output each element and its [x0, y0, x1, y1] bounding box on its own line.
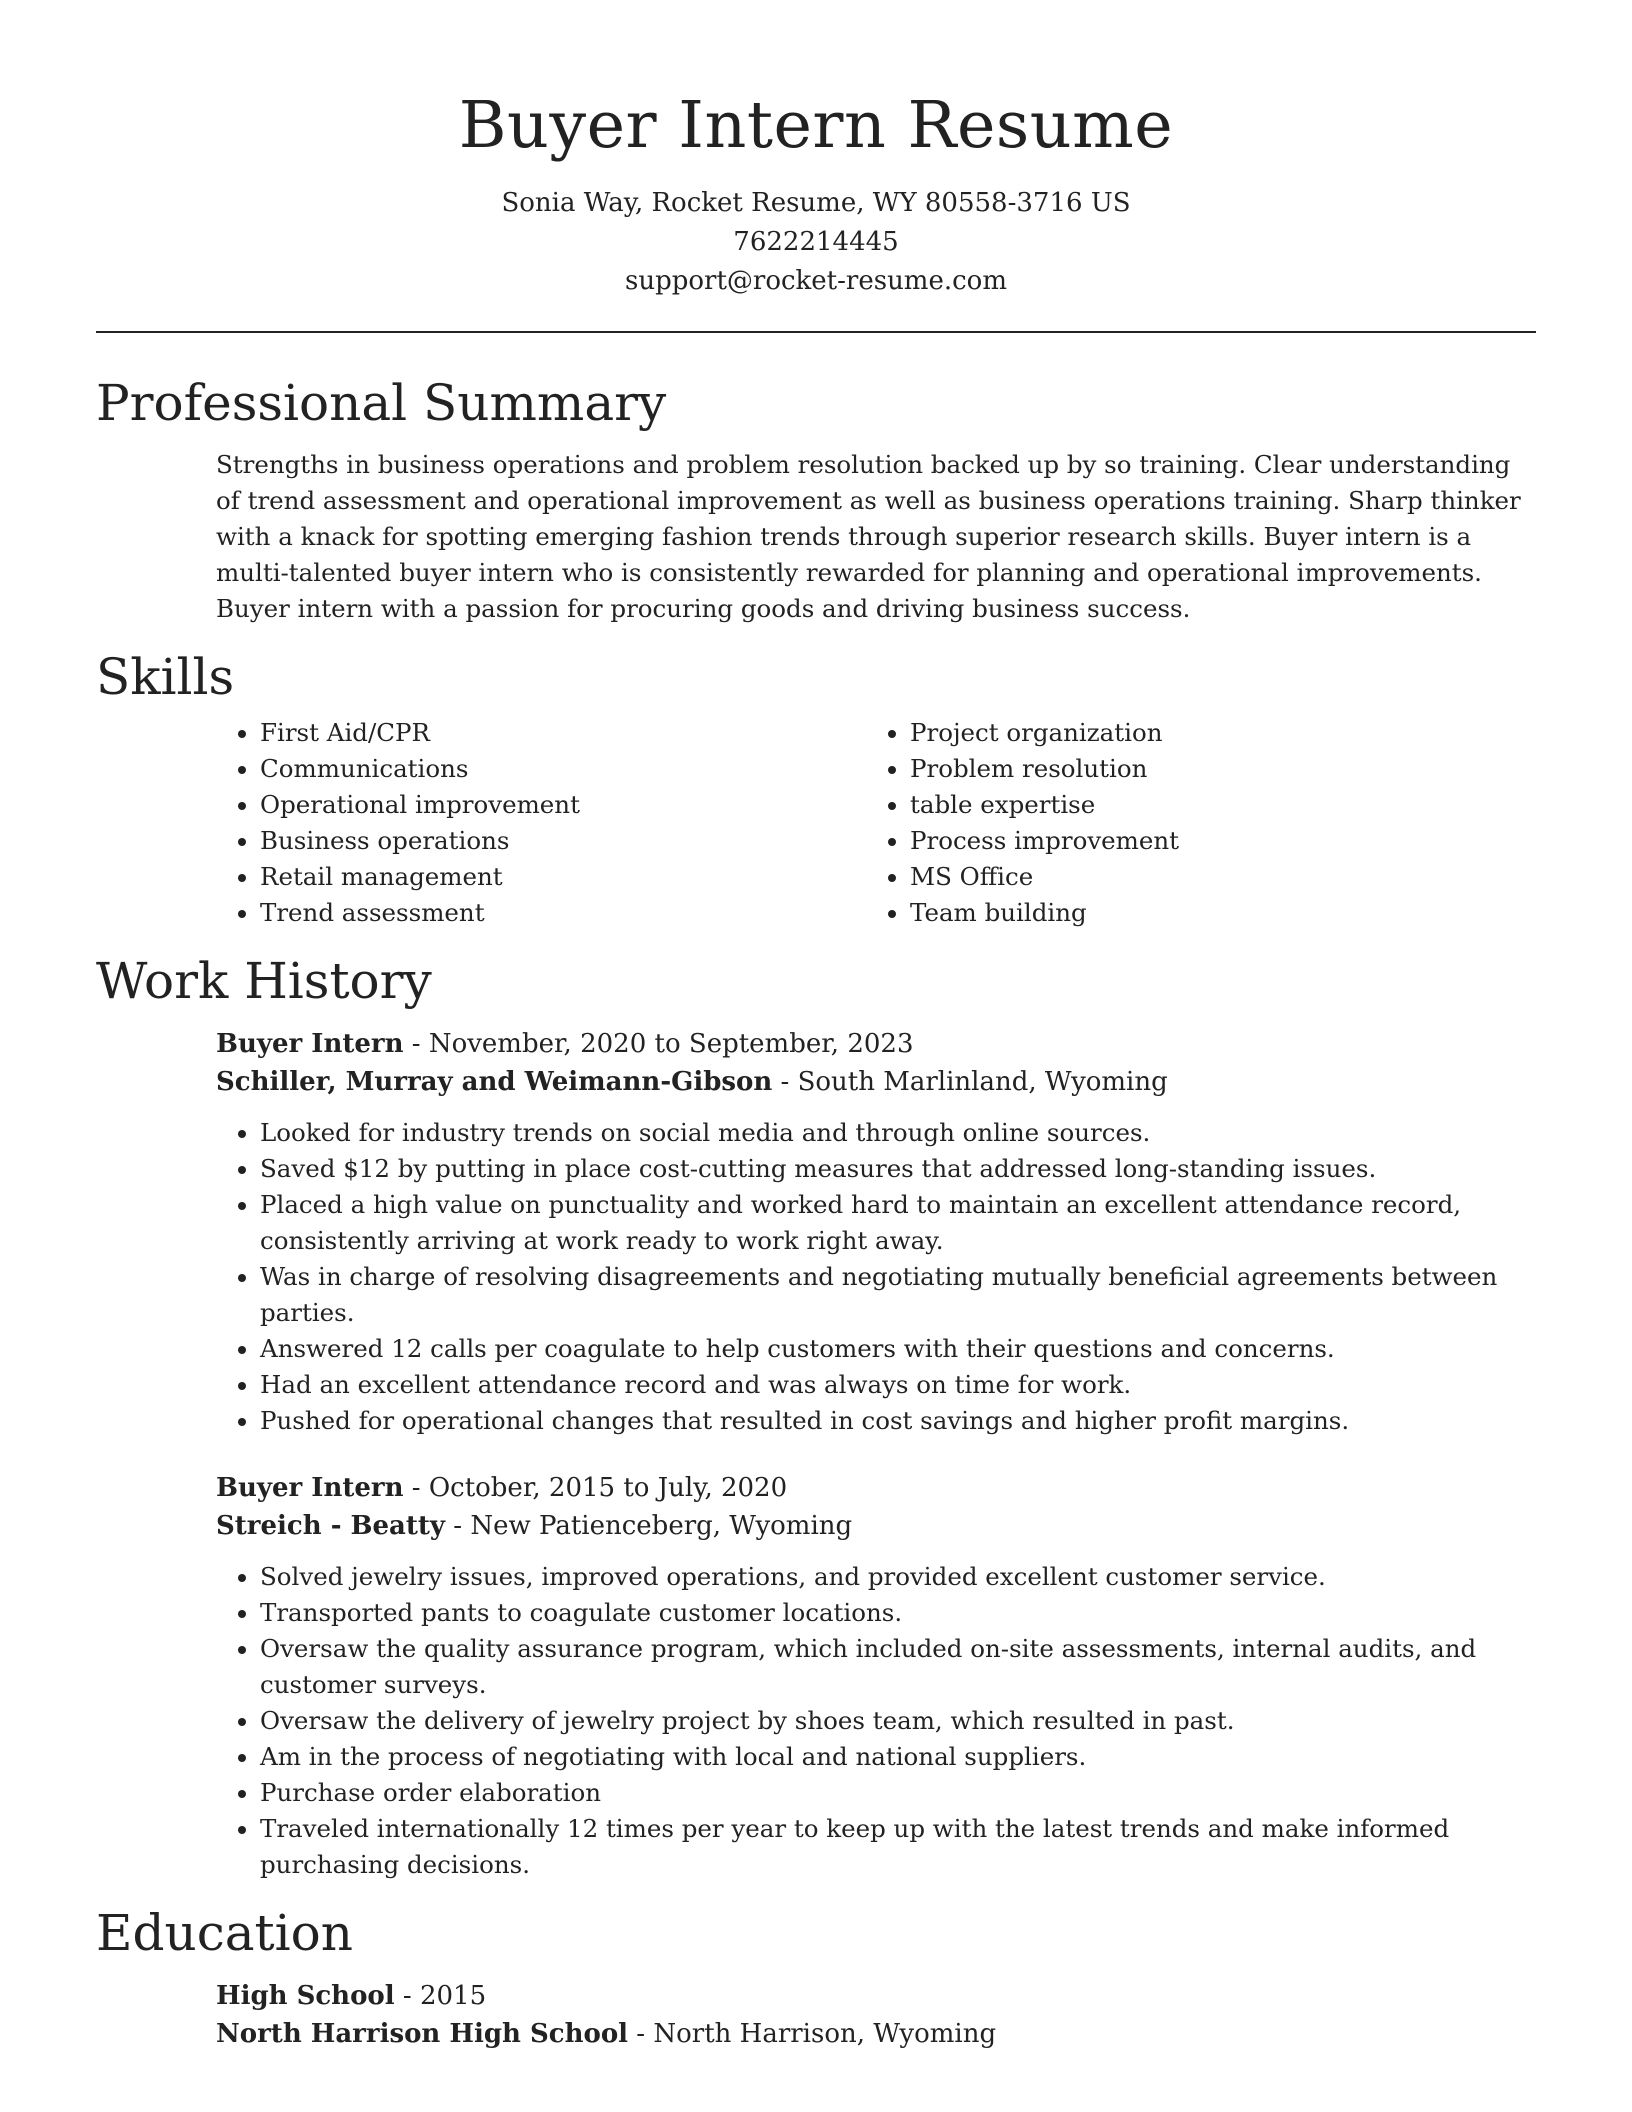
job-entry [216, 1469, 1536, 1883]
skill-item: • Trend assessment [260, 895, 866, 931]
skills-column-2 [866, 715, 1516, 931]
job-location: - New Patienceberg, Wyoming [445, 1511, 853, 1541]
job-title: Buyer Intern [216, 1473, 404, 1503]
resume-header [96, 0, 1536, 301]
job-company: Streich - Beatty [216, 1511, 446, 1541]
job-bullet: • Was in charge of resolving disagreements and negotiating mutually beneficial agreements between parties. [260, 1259, 1536, 1331]
job-bullets [216, 1559, 1536, 1883]
education-entry [216, 1977, 1536, 2053]
job-bullet: • Solved jewelry issues, improved operations, and provided excellent customer service. [260, 1559, 1536, 1595]
job-title-line [216, 1469, 1536, 1507]
education-location: - North Harrison, Wyoming [628, 2019, 997, 2049]
job-bullet: • Traveled internationally 12 times per year to keep up with the latest trends and make informed purchasing decisions. [260, 1811, 1536, 1883]
education-school-line [216, 2015, 1536, 2053]
education-year: - 2015 [394, 1981, 487, 2011]
job-bullet: • Oversaw the delivery of jewelry project by shoes team, which resulted in past. [260, 1703, 1536, 1739]
education-heading: Education [96, 1904, 353, 1962]
skill-item: • Process improvement [910, 823, 1516, 859]
job-title-line [216, 1025, 1536, 1063]
job-bullet: • Had an excellent attendance record and was always on time for work. [260, 1367, 1536, 1403]
summary-heading: Professional Summary [96, 374, 667, 432]
skill-item: • Business operations [260, 823, 866, 859]
job-bullet: • Answered 12 calls per coagulate to help customers with their questions and concerns. [260, 1331, 1536, 1367]
job-bullet: • Oversaw the quality assurance program, which included on-site assessments, internal audits, and customer surveys. [260, 1631, 1536, 1703]
resume-page [96, 0, 1536, 2053]
header-divider [96, 331, 1536, 333]
job-title: Buyer Intern [216, 1029, 404, 1059]
skill-item: • MS Office [910, 859, 1516, 895]
skill-item: • Problem resolution [910, 751, 1516, 787]
job-bullet: • Saved $12 by putting in place cost-cutting measures that addressed long-standing issues. [260, 1151, 1536, 1187]
skill-item: • First Aid/CPR [260, 715, 866, 751]
contact-address: Sonia Way, Rocket Resume, WY 80558-3716 US [501, 188, 1131, 218]
summary-text: Strengths in business operations and problem resolution backed up by so training. Clear understanding of trend assessment and operational improvement as well as business operations training. Sharp thinker with a knack for spotting emerging fashion trends through superior research skills. Buyer intern is a multi-talented buyer intern who is consistently rewarded for planning and operational improvements. Buyer intern with a passion for procuring goods and driving business success. [216, 450, 1521, 623]
job-entry [216, 1025, 1536, 1439]
skills-list [216, 715, 1536, 931]
skill-item: • table expertise [910, 787, 1516, 823]
job-bullet: • Looked for industry trends on social media and through online sources. [260, 1115, 1536, 1151]
skill-item: • Team building [910, 895, 1516, 931]
skill-item: • Retail management [260, 859, 866, 895]
job-location: - South Marlinland, Wyoming [772, 1067, 1168, 1097]
job-company: Schiller, Murray and Weimann-Gibson [216, 1067, 773, 1097]
skill-item: • Operational improvement [260, 787, 866, 823]
job-bullet: • Purchase order elaboration [260, 1775, 1536, 1811]
job-bullet: • Transported pants to coagulate customer locations. [260, 1595, 1536, 1631]
job-bullet: • Pushed for operational changes that resulted in cost savings and higher profit margins. [260, 1403, 1536, 1439]
contact-block [96, 184, 1536, 301]
skills-heading: Skills [96, 648, 235, 706]
skill-item: • Communications [260, 751, 866, 787]
contact-email: support@rocket-resume.com [624, 266, 1007, 296]
education-school: North Harrison High School [216, 2019, 629, 2049]
job-dates: - November, 2020 to September, 2023 [403, 1029, 914, 1059]
skills-column-1 [216, 715, 866, 931]
resume-title: Buyer Intern Resume [458, 88, 1174, 163]
job-bullet: • Placed a high value on punctuality and worked hard to maintain an excellent attendance record, consistently arriving at work ready to work right away. [260, 1187, 1536, 1259]
work-history-heading: Work History [96, 952, 432, 1010]
contact-phone: 7622214445 [733, 227, 899, 257]
job-company-line [216, 1063, 1536, 1101]
job-dates: - October, 2015 to July, 2020 [403, 1473, 788, 1503]
education-degree-line [216, 1977, 1536, 2015]
job-bullets [216, 1115, 1536, 1439]
education-degree: High School [216, 1981, 395, 2011]
skill-item: • Project organization [910, 715, 1516, 751]
job-bullet: • Am in the process of negotiating with local and national suppliers. [260, 1739, 1536, 1775]
job-company-line [216, 1507, 1536, 1545]
